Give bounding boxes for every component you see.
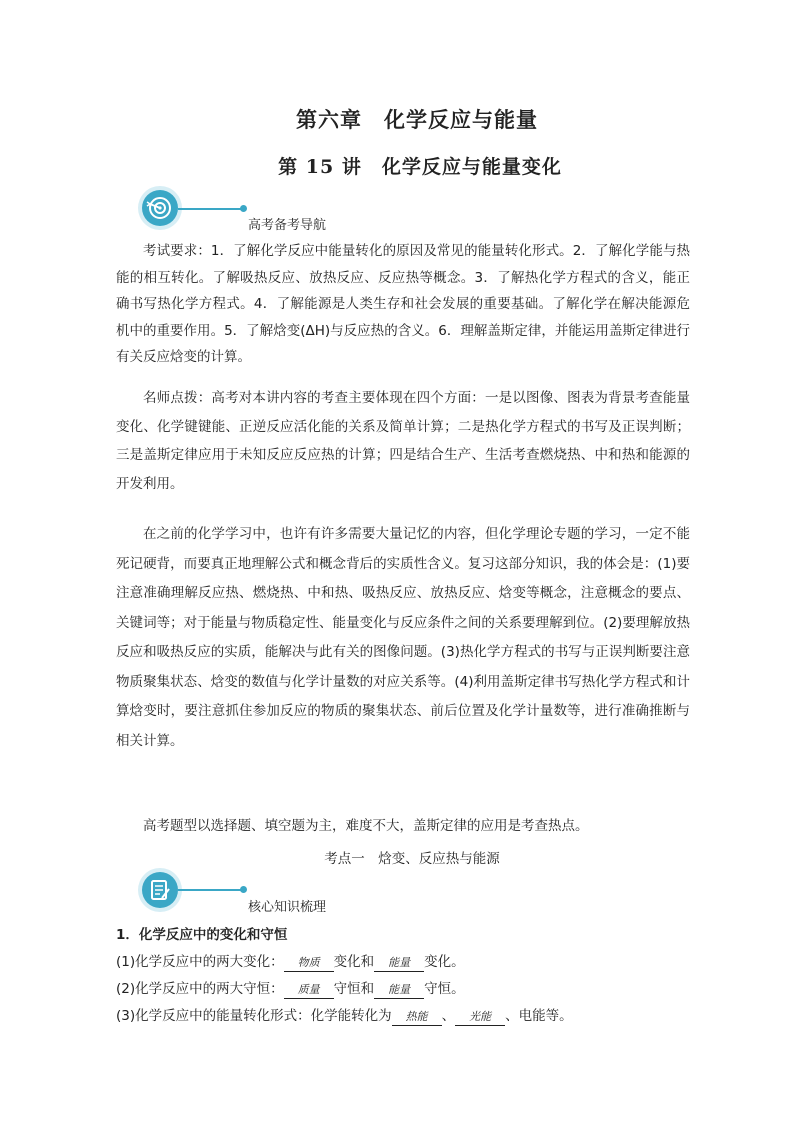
fill-blank: 能量 [374, 982, 424, 999]
item-separator: 、 [441, 1008, 456, 1024]
item-prefix: (1)化学反应中的两大变化： [116, 954, 284, 970]
fill-blank: 热能 [392, 1009, 442, 1026]
notebook-icon [142, 872, 178, 908]
section-divider-line [178, 208, 242, 210]
question-types: 高考题型以选择题、填空题为主，难度不大，盖斯定律的应用是考查热点。 [143, 818, 589, 834]
knowledge-item-1 [116, 950, 465, 972]
fill-blank: 质量 [284, 982, 334, 999]
item-prefix: (3)化学反应中的能量转化形式：化学能转化为 [116, 1008, 392, 1024]
section-divider-dot [240, 205, 247, 212]
item-prefix: (2)化学反应中的两大守恒： [116, 981, 284, 997]
knowledge-item-3 [116, 1004, 573, 1026]
section-divider-line [178, 889, 242, 891]
study-experience: 在之前的化学学习中，也许有许多需要大量记忆的内容，但化学理论专题的学习，一定不能死记硬背，而要真正地理解公式和概念背后的实质性含义。复习这部分知识，我的体会是：(1)要注意准确理解反应热、燃烧热、中和热、吸热反应、放热反应、焓变等概念，注意概念的要点、关键词等；对于能量与物质稳定性、能量变化与反应条件之间的关系要理解到位。(2)要理解放热反应和吸热反应的实质，能解决与此有关的图像问题。(3)热化学方程式的书写与正误判断要注意物质聚集状态、焓变的数值与化学计量数的对应关系等。(4)利用盖斯定律书写热化学方程式和计算焓变时，要注意抓住参加反应的物质的聚集状态、前后位置及化学计量数等，进行准确推断与相关计算。 [116, 526, 690, 749]
item-suffix: 变化。 [424, 954, 465, 970]
item-suffix: 守恒。 [424, 981, 465, 997]
teacher-tips: 名师点拨：高考对本讲内容的考查主要体现在四个方面：一是以图像、图表为背景考查能量变化、化学键键能、正逆反应活化能的关系及简单计算；二是热化学方程式的书写及正误判断；三是盖斯定律应用于未知反应反应热的计算；四是结合生产、生活考查燃烧热、中和热和能源的开发利用。 [116, 390, 690, 492]
chapter-title: 第六章 化学反应与能量 [296, 108, 538, 132]
section-label-knowledge: 核心知识梳理 [248, 900, 327, 915]
item-text: 变化和 [333, 954, 375, 970]
section-label-guide: 高考备考导航 [248, 218, 327, 233]
fill-blank: 光能 [455, 1009, 505, 1026]
exam-requirements: 考试要求：1．了解化学反应中能量转化的原因及常见的能量转化形式。2．了解化学能与热能的相互转化。了解吸热反应、放热反应、反应热等概念。3．了解热化学方程式的含义，能正确书写热化学方程式。4．了解能源是人类生存和社会发展的重要基础。了解化学在解决能源危机中的重要作用。5．了解焓变(ΔH)与反应热的含义。6．理解盖斯定律，并能运用盖斯定律进行有关反应焓变的计算。 [116, 243, 690, 365]
lesson-title: 第 15 讲 化学反应与能量变化 [278, 156, 562, 178]
fill-blank: 物质 [284, 955, 334, 972]
fill-blank: 能量 [374, 955, 424, 972]
target-icon [142, 190, 178, 226]
knowledge-heading: 1．化学反应中的变化和守恒 [116, 927, 288, 943]
item-suffix: 、电能等。 [505, 1008, 573, 1024]
knowledge-item-2 [116, 977, 465, 999]
exam-point-title: 考点一 焓变、反应热与能源 [324, 851, 500, 867]
item-text: 守恒和 [333, 981, 375, 997]
section-divider-dot [240, 886, 247, 893]
